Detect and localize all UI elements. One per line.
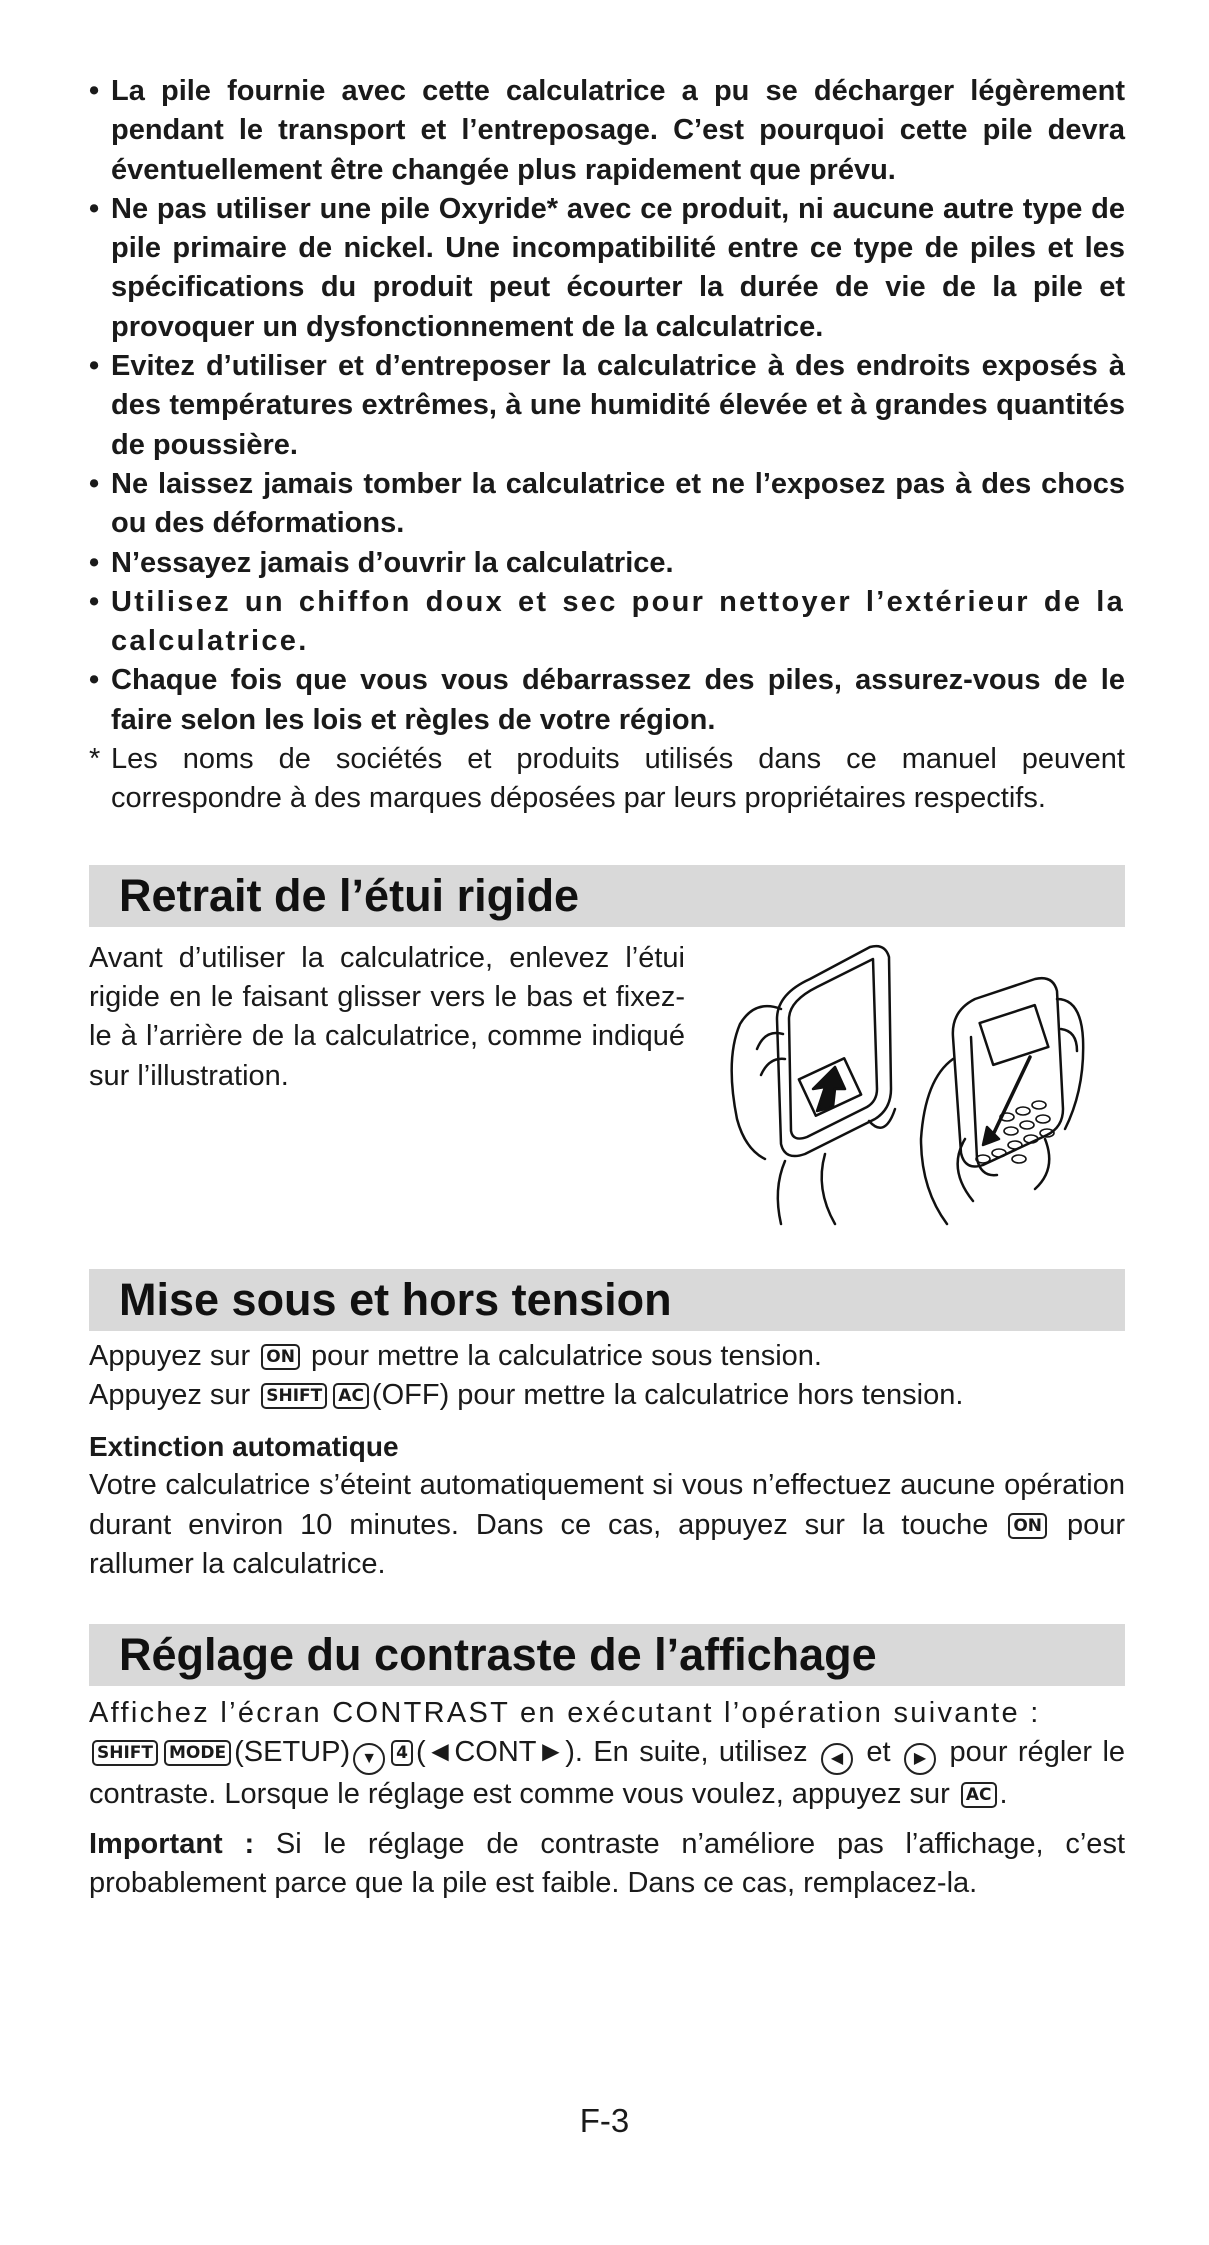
ac-key-icon: AC [333,1383,369,1409]
page-number: F-3 [579,2102,630,2139]
text-fragment: Appuyez sur [89,1339,251,1372]
on-key-icon: ON [1008,1513,1047,1539]
auto-off-text [89,1466,1125,1584]
list-item: • Ne laissez jamais tomber la calculatrice et ne l’exposez pas à des chocs ou des déformations. [89,465,1125,544]
right-arrow-key-icon: ▶ [904,1743,936,1775]
cont-label: ◄CONT► [425,1736,566,1769]
hard-case-illustration [685,939,1125,1229]
text-fragment: pour rallumer la calculatrice. [89,1508,1125,1580]
text-fragment: ( [415,1736,426,1769]
hard-case-text: Avant d’utiliser la calculatrice, enlevez l’étui rigide en le faisant glisser vers le bas et fixez-le à l’arrière de la calculatrice, comme indiqué sur l’illustration. [89,941,685,1092]
section-heading-hard-case: Retrait de l’étui rigide [89,865,1125,927]
on-key-icon: ON [261,1344,300,1370]
text-fragment: (SETUP) [234,1736,351,1769]
footnote-mark: * [89,743,101,776]
left-arrow-key-icon: ◀ [821,1743,853,1775]
important-label: Important : [89,1827,255,1860]
shift-key-icon: SHIFT [261,1383,327,1409]
down-arrow-key-icon: ▼ [353,1743,385,1775]
list-item: • Evitez d’utiliser et d’entreposer la calculatrice à des endroits exposés à des températures extrêmes, à une humidité élevée et à grandes quantités de poussière. [89,347,1125,465]
auto-off-title: Extinction automatique [89,1431,399,1463]
four-key-icon: 4 [391,1740,413,1766]
important-text: Si le réglage de contraste n’améliore pas l’affichage, c’est probablement parce que la pile est faible. Dans ce cas, remplacez-la. [89,1827,1125,1900]
contrast-line1: Affichez l’écran CONTRAST en exécutant l’opération suivante : [89,1697,1041,1730]
text-fragment: Votre calculatrice s’éteint automatiquement si vous n’effectuez aucune opération durant environ 10 minutes. Dans ce cas, appuyez sur la touche [89,1469,1125,1541]
ac-key-icon: AC [961,1782,997,1808]
important-note [89,1825,1125,1904]
text-fragment: pour mettre la calculatrice sous tension. [311,1339,822,1372]
precautions-list [89,72,1125,740]
contrast-section [89,1694,1125,1903]
footnote [89,740,1125,819]
section-heading-power: Mise sous et hors tension [89,1269,1125,1331]
hard-case-section [89,939,1125,1229]
text-fragment: pour régler le contraste. Lorsque le réglage est comme vous voulez, appuyez sur [89,1736,1126,1811]
section-heading-contrast: Réglage du contraste de l’affichage [89,1624,1125,1686]
power-section [89,1337,1125,1584]
text-fragment: (OFF) pour mettre la calculatrice hors tension. [371,1378,964,1411]
text-fragment: . [999,1778,1008,1811]
list-item: • N’essayez jamais d’ouvrir la calculatrice. [89,544,1125,583]
text-fragment: En suite, utilisez [593,1736,808,1769]
list-item: • Chaque fois que vous vous débarrassez des piles, assurez-vous de le faire selon les lois et règles de votre région. [89,661,1125,740]
power-on-line [89,1337,1125,1376]
list-item: • La pile fournie avec cette calculatrice a pu se décharger légèrement pendant le transport et l’entreposage. C’est pourquoi cette pile devra éventuellement être changée plus rapidement que prévu. [89,72,1125,190]
text-fragment: et [866,1736,891,1769]
power-off-line [89,1376,1125,1415]
page-content [89,72,1125,1903]
list-item: • Ne pas utiliser une pile Oxyride* avec ce produit, ni aucune autre type de pile primaire de nickel. Une incompatibilité entre ce type de piles et les spécifications du produit peut écourter la durée de vie de la pile et provoquer un dysfonctionnement de la calculatrice. [89,190,1125,347]
footnote-text: Les noms de sociétés et produits utilisés dans ce manuel peuvent correspondre à des marques déposées par leurs propriétaires respectifs. [111,743,1125,815]
contrast-instructions [89,1733,1125,1814]
list-item: • Utilisez un chiffon doux et sec pour nettoyer l’extérieur de la calculatrice. [89,583,1125,662]
shift-key-icon: SHIFT [92,1740,158,1766]
text-fragment: Appuyez sur [89,1378,251,1411]
mode-key-icon: MODE [164,1740,231,1766]
text-fragment: ). [565,1736,583,1769]
calculator-case-illustration [685,939,1125,1229]
